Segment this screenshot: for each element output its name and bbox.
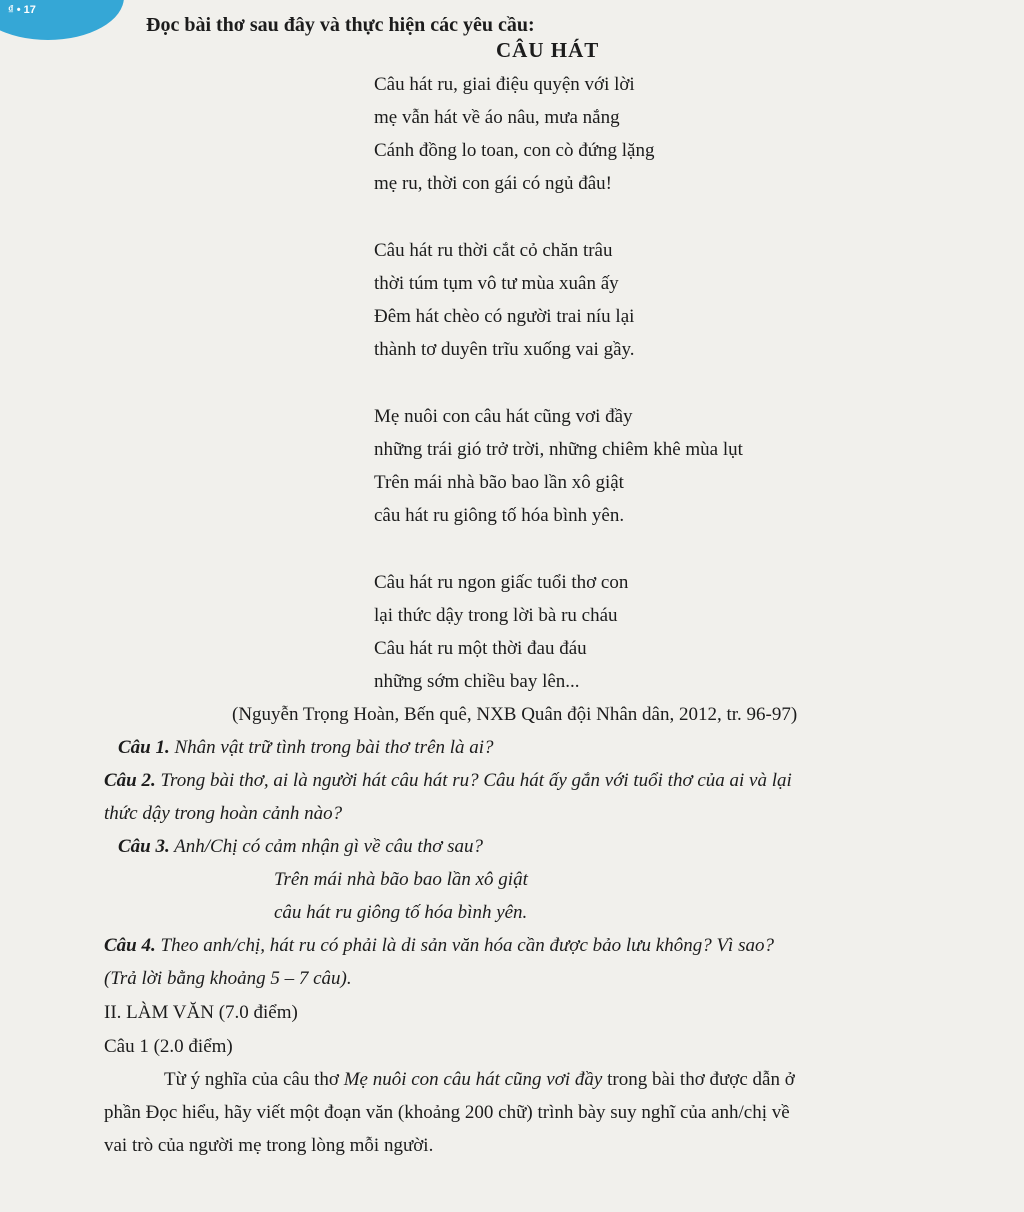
poem-line: lại thức dậy trong lời bà ru cháu	[374, 605, 618, 626]
question-2-line-2: thức dậy trong hoàn cảnh nào?	[104, 803, 343, 824]
poem-line: thành tơ duyên trĩu xuống vai gầy.	[374, 339, 635, 360]
writing-question-heading: Câu 1 (2.0 điểm)	[104, 1036, 233, 1057]
poem-source: (Nguyễn Trọng Hoàn, Bến quê, NXB Quân đội Nhân dân, 2012, tr. 96-97)	[232, 704, 798, 725]
poem-line: mẹ ru, thời con gái có ngủ đâu!	[374, 173, 612, 194]
poem-line: Câu hát ru thời cắt cỏ chăn trâu	[374, 240, 613, 261]
prompt-text: trong bài thơ được dẫn ở	[602, 1069, 795, 1090]
question-2	[104, 770, 792, 792]
writing-prompt-line-3: vai trò của người mẹ trong lòng mỗi người.	[104, 1135, 434, 1156]
poem-line: câu hát ru giông tố hóa bình yên.	[374, 505, 625, 526]
question-4	[104, 935, 774, 957]
poem-line: mẹ vẫn hát về áo nâu, mưa nắng	[374, 107, 620, 128]
question-text: Nhân vật trữ tình trong bài thơ trên là ai?	[174, 737, 494, 758]
writing-prompt-line-1	[164, 1069, 795, 1091]
poem-line: Trên mái nhà bão bao lần xô giật	[374, 472, 624, 493]
badge-text: ₫ • 17	[8, 4, 36, 16]
quoted-verse-line-1: Trên mái nhà bão bao lần xô giật	[274, 869, 528, 890]
question-1	[118, 737, 494, 759]
question-label: Câu 2.	[104, 770, 156, 791]
poem-title: CÂU HÁT	[496, 38, 600, 62]
question-text: Anh/Chị có cảm nhận gì về câu thơ sau?	[174, 836, 483, 857]
poem-line: những sớm chiều bay lên...	[374, 671, 580, 692]
prompt-quoted-verse: Mẹ nuôi con câu hát cũng vơi đầy	[343, 1069, 603, 1090]
question-text: Trong bài thơ, ai là người hát câu hát ru? Câu hát ấy gắn với tuổi thơ của ai và lại	[160, 770, 792, 791]
question-label: Câu 1.	[118, 737, 170, 758]
question-4-line-2: (Trả lời bằng khoảng 5 – 7 câu).	[104, 968, 352, 989]
question-label: Câu 4.	[104, 935, 156, 956]
question-label: Câu 3.	[118, 836, 170, 857]
poem-line: những trái gió trở trời, những chiêm khê mùa lụt	[374, 439, 743, 460]
quoted-verse-line-2: câu hát ru giông tố hóa bình yên.	[274, 902, 528, 923]
poem-line: Câu hát ru một thời đau đáu	[374, 638, 587, 659]
prompt-text: Từ ý nghĩa của câu thơ	[164, 1069, 344, 1090]
poem-line: thời túm tụm vô tư mùa xuân ấy	[374, 273, 619, 294]
section-heading: II. LÀM VĂN (7.0 điểm)	[104, 1002, 298, 1023]
poem-stanza-1	[374, 68, 654, 200]
poem-line: Cánh đồng lo toan, con cò đứng lặng	[374, 140, 655, 161]
poem-stanza-2	[374, 234, 635, 366]
writing-prompt-line-2: phần Đọc hiểu, hãy viết một đoạn văn (khoảng 200 chữ) trình bày suy nghĩ của anh/chị về	[104, 1102, 790, 1123]
instruction-text: Đọc bài thơ sau đây và thực hiện các yêu cầu:	[146, 14, 535, 36]
poem-line: Câu hát ru ngon giấc tuổi thơ con	[374, 572, 629, 593]
poem-line: Mẹ nuôi con câu hát cũng vơi đầy	[374, 406, 633, 427]
poem-stanza-4	[374, 566, 628, 698]
poem-line: Đêm hát chèo có người trai níu lại	[374, 306, 635, 327]
poem-stanza-3	[374, 400, 743, 532]
question-3	[118, 836, 483, 858]
question-text: Theo anh/chị, hát ru có phải là di sản văn hóa cần được bảo lưu không? Vì sao?	[160, 935, 774, 956]
poem-line: Câu hát ru, giai điệu quyện với lời	[374, 74, 635, 95]
